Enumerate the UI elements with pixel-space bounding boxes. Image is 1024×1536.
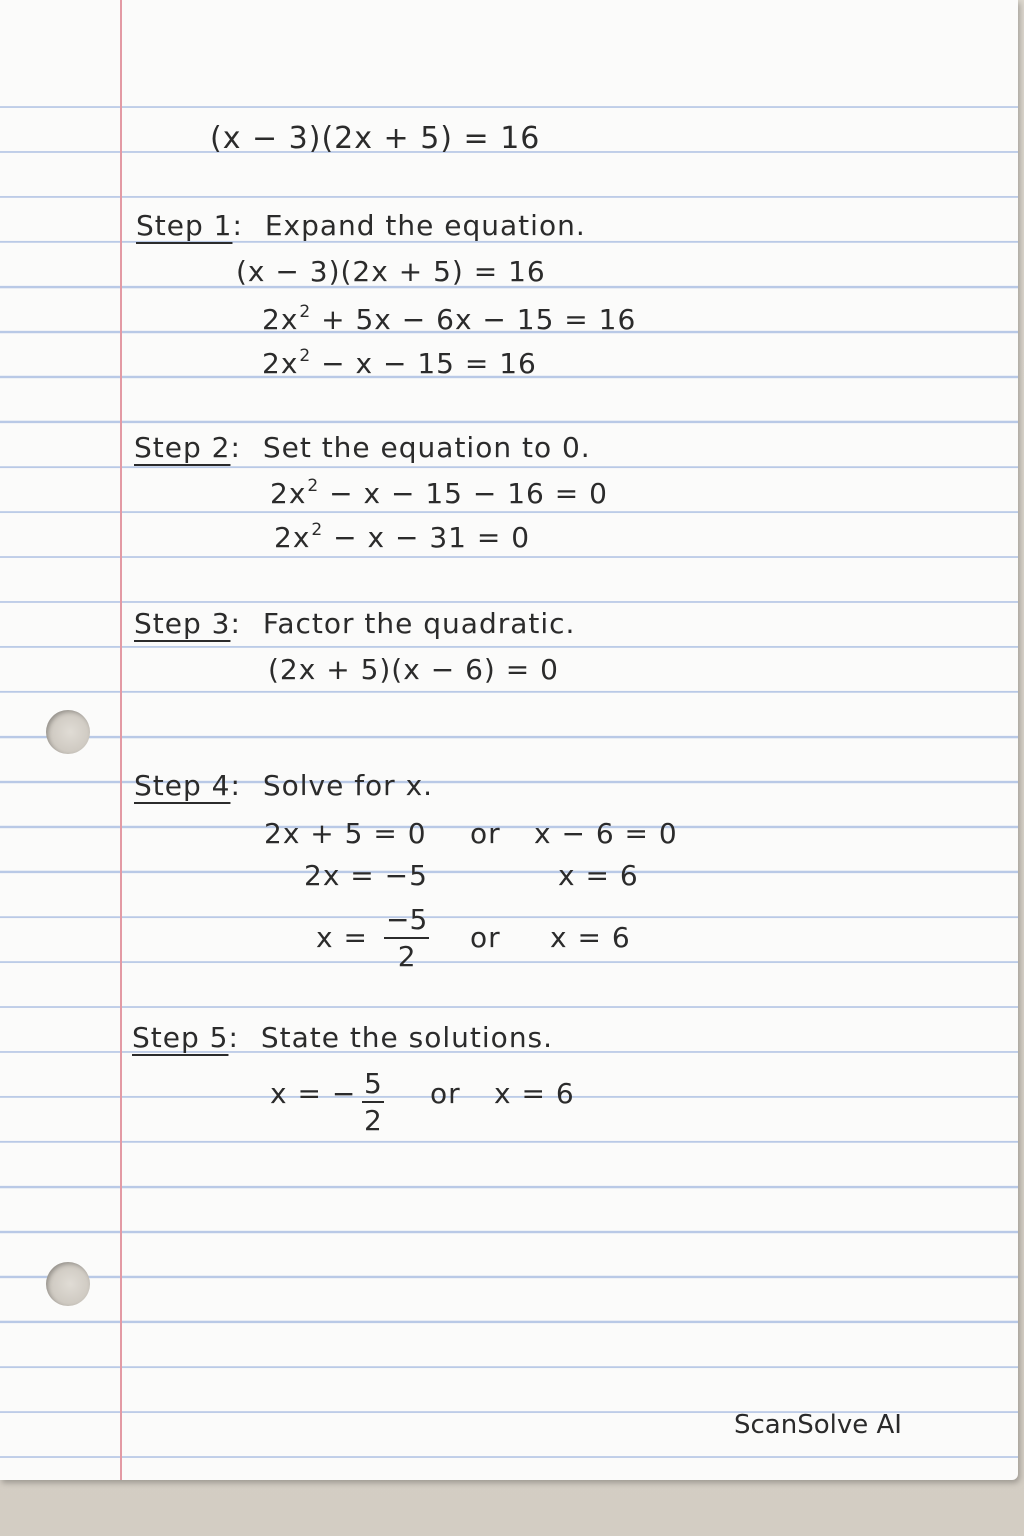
- step-heading: Step 5: State the solutions.: [132, 1021, 554, 1054]
- step-line: $2x^2 - x - 31 = 0$: [274, 520, 531, 554]
- step-label: Step 1: [136, 209, 233, 242]
- fraction-numerator: −5: [384, 906, 429, 939]
- solution-prefix: x = −: [270, 1077, 357, 1110]
- step-line: (2x + 5)(x − 6) = 0: [268, 653, 559, 686]
- result-right: x = 6: [550, 921, 631, 954]
- sub-right: x = 6: [558, 859, 639, 892]
- sub-left: 2x = −5: [304, 859, 428, 892]
- or-word: or: [470, 921, 501, 954]
- case-right: x − 6 = 0: [534, 817, 678, 850]
- case-left: 2x + 5 = 0: [264, 817, 427, 850]
- brand-watermark: ScanSolve AI: [734, 1410, 902, 1440]
- or-word: or: [430, 1077, 461, 1110]
- step-line: $2x^2 + 5x - 6x - 15 = 16$: [262, 302, 637, 336]
- step-heading: Step 2: Set the equation to 0.: [134, 431, 591, 464]
- step-line: $2x^2 - x - 15 = 16$: [262, 346, 537, 380]
- fraction: [384, 903, 429, 973]
- step-label: Step 3: [134, 607, 231, 640]
- solution-right: x = 6: [494, 1077, 575, 1110]
- step-title: State the solutions.: [260, 1021, 554, 1054]
- step-heading: Step 4: Solve for x.: [134, 769, 434, 802]
- step-heading: Step 3: Factor the quadratic.: [134, 607, 576, 640]
- step-title: Solve for x.: [262, 769, 434, 802]
- fraction-numerator: 5: [362, 1070, 384, 1103]
- fraction: [362, 1067, 384, 1137]
- step-title: Expand the equation.: [264, 209, 586, 242]
- step-label: Step 2: [134, 431, 231, 464]
- or-word: or: [470, 817, 501, 850]
- punch-hole-lower: [46, 1262, 90, 1306]
- problem-equation: (x − 3)(2x + 5) = 16: [210, 121, 541, 156]
- step-label: Step 5: [132, 1021, 229, 1054]
- step-line: $2x^2 - x - 15 - 16 = 0$: [270, 476, 608, 510]
- page-header-blank: [0, 0, 1018, 100]
- fraction-denominator: 2: [364, 1104, 382, 1137]
- result-prefix: x =: [316, 921, 368, 954]
- step-title: Factor the quadratic.: [262, 607, 576, 640]
- step-heading: Step 1: Expand the equation.: [136, 209, 586, 242]
- step-line: (x − 3)(2x + 5) = 16: [236, 255, 546, 288]
- fraction-denominator: 2: [397, 940, 416, 973]
- margin-line: [120, 0, 122, 1480]
- step-label: Step 4: [134, 769, 231, 802]
- punch-hole-upper: [46, 710, 90, 754]
- step-title: Set the equation to 0.: [262, 431, 591, 464]
